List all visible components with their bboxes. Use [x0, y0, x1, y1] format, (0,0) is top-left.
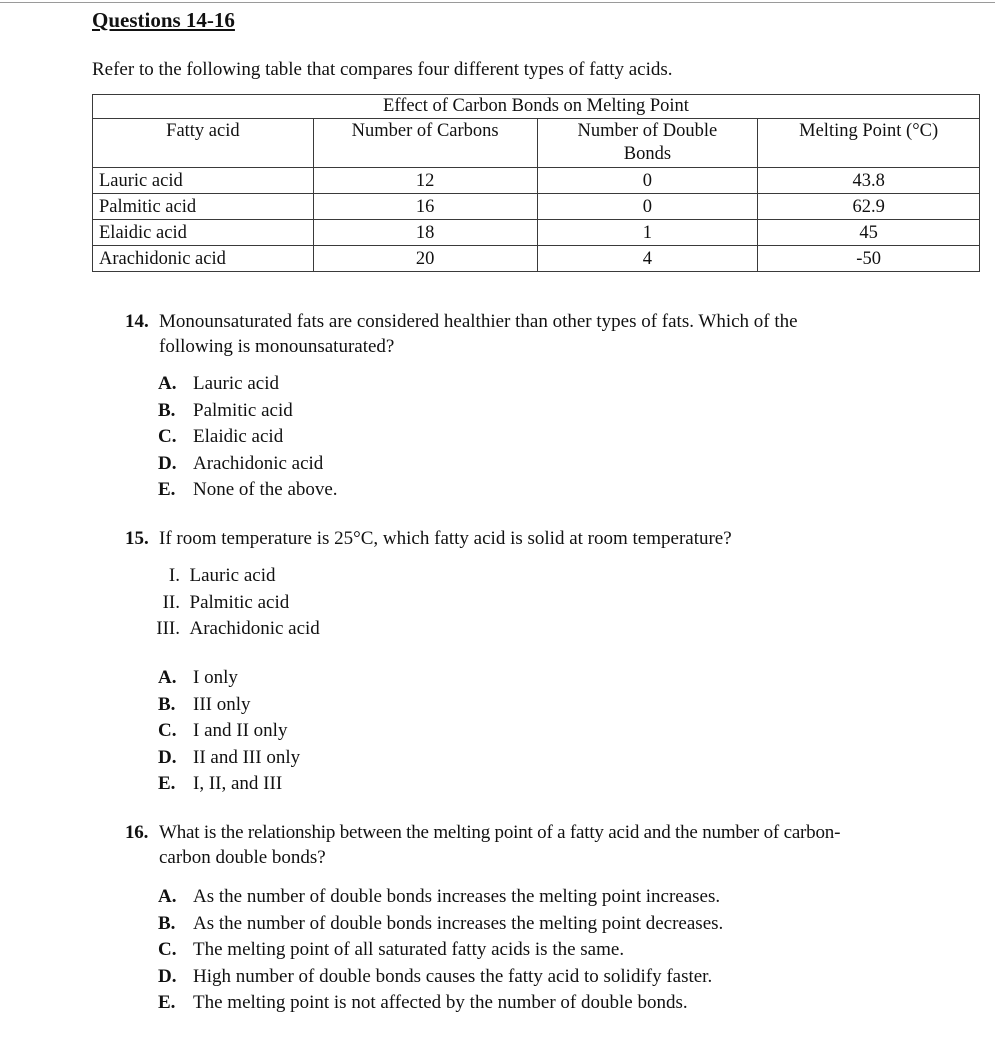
- option-text: Lauric acid: [193, 373, 279, 394]
- answer-option: [158, 398, 338, 425]
- answer-option: [158, 692, 300, 719]
- cell-double-bonds: 0: [537, 168, 758, 194]
- header-melting-point: Melting Point (°C): [758, 119, 980, 168]
- statement: [126, 563, 320, 590]
- option-text: Elaidic acid: [193, 426, 284, 447]
- table-row: [93, 168, 980, 194]
- option-text: The melting point is not affected by the number of double bonds.: [193, 992, 688, 1013]
- question-16: [125, 820, 980, 870]
- option-letter: B.: [158, 399, 176, 421]
- statement-text: Lauric acid: [189, 565, 276, 586]
- statement-numeral: III.: [156, 618, 180, 639]
- option-letter: D.: [158, 965, 177, 987]
- option-text: None of the above.: [193, 479, 338, 500]
- question-14-options: [158, 371, 338, 504]
- option-letter: E.: [158, 773, 176, 794]
- option-text: I, II, and III: [193, 773, 283, 794]
- statement-numeral: I.: [168, 565, 180, 586]
- option-letter: B.: [158, 912, 176, 934]
- question-text-line1: Monounsaturated fats are considered healthier than other types of fats. Which of the: [159, 311, 798, 332]
- option-letter: C.: [158, 939, 177, 960]
- statement: [126, 590, 320, 617]
- header-double-bonds-line1: Number of Double: [577, 121, 718, 141]
- answer-option: [158, 937, 723, 964]
- cell-melting-point: 45: [758, 220, 980, 246]
- cell-carbons: 12: [313, 168, 537, 194]
- question-14: [125, 309, 980, 359]
- option-text: I only: [193, 667, 238, 688]
- option-letter: E.: [158, 479, 176, 500]
- question-text-line2: carbon double bonds?: [159, 847, 326, 868]
- answer-option: [158, 451, 338, 478]
- option-text: High number of double bonds causes the fatty acid to solidify faster.: [193, 965, 713, 987]
- answer-option: [158, 964, 723, 991]
- answer-option: [158, 371, 338, 398]
- top-rule: [0, 2, 995, 3]
- option-text: II and III only: [193, 746, 301, 768]
- header-fatty-acid: Fatty acid: [93, 119, 314, 168]
- option-text: As the number of double bonds increases the melting point increases.: [193, 886, 721, 907]
- option-letter: A.: [158, 373, 177, 394]
- option-text: Palmitic acid: [193, 399, 293, 421]
- cell-fatty-acid: Arachidonic acid: [93, 246, 314, 272]
- header-carbons: Number of Carbons: [313, 119, 537, 168]
- question-number: 16.: [125, 822, 149, 843]
- question-16-options: [158, 884, 723, 1017]
- cell-melting-point: -50: [758, 246, 980, 272]
- cell-carbons: 16: [313, 194, 537, 220]
- cell-fatty-acid: Palmitic acid: [93, 194, 314, 220]
- question-number: 15.: [125, 528, 149, 549]
- option-letter: C.: [158, 720, 177, 741]
- option-text: The melting point of all saturated fatty acids is the same.: [193, 939, 625, 960]
- cell-fatty-acid: Elaidic acid: [93, 220, 314, 246]
- option-letter: D.: [158, 746, 177, 768]
- answer-option: [158, 911, 723, 938]
- question-15-options: [158, 665, 300, 798]
- option-letter: D.: [158, 452, 177, 474]
- cell-double-bonds: 0: [537, 194, 758, 220]
- option-text: I and II only: [193, 720, 288, 741]
- question-15-statements: [126, 563, 320, 643]
- answer-option: [158, 990, 723, 1017]
- statement-text: Palmitic acid: [189, 591, 290, 613]
- statement-text: Arachidonic acid: [189, 618, 320, 639]
- question-text-line2: following is monounsaturated?: [159, 336, 395, 357]
- option-letter: C.: [158, 426, 177, 447]
- question-text-line1: What is the relationship between the melting point of a fatty acid and the number of carbon-: [159, 822, 841, 843]
- answer-option: [158, 665, 300, 692]
- header-double-bonds-line2: Bonds: [623, 144, 672, 164]
- option-text: III only: [193, 693, 251, 715]
- section-heading: Questions 14-16: [92, 8, 235, 32]
- header-double-bonds: [537, 119, 758, 168]
- option-letter: A.: [158, 886, 177, 907]
- answer-option: [158, 745, 300, 772]
- cell-carbons: 18: [313, 220, 537, 246]
- answer-option: [158, 424, 338, 451]
- answer-option: [158, 718, 300, 745]
- table-row: [93, 220, 980, 246]
- option-text: Arachidonic acid: [193, 452, 324, 474]
- table-caption: Effect of Carbon Bonds on Melting Point: [93, 95, 980, 119]
- fatty-acid-table: [92, 94, 980, 272]
- statement: [126, 616, 320, 643]
- statement-numeral: II.: [162, 591, 180, 613]
- option-text: As the number of double bonds increases the melting point decreases.: [193, 912, 724, 934]
- option-letter: E.: [158, 992, 176, 1013]
- cell-fatty-acid: Lauric acid: [93, 168, 314, 194]
- question-15: [125, 526, 980, 551]
- question-number: 14.: [125, 311, 149, 332]
- table-row: [93, 194, 980, 220]
- cell-melting-point: 62.9: [758, 194, 980, 220]
- answer-option: [158, 771, 300, 798]
- option-letter: B.: [158, 693, 176, 715]
- cell-carbons: 20: [313, 246, 537, 272]
- intro-text: Refer to the following table that compares four different types of fatty acids.: [92, 59, 673, 80]
- table-row: [93, 246, 980, 272]
- cell-double-bonds: 4: [537, 246, 758, 272]
- answer-option: [158, 884, 723, 911]
- cell-melting-point: 43.8: [758, 168, 980, 194]
- answer-option: [158, 477, 338, 504]
- cell-double-bonds: 1: [537, 220, 758, 246]
- question-text-line1: If room temperature is 25°C, which fatty acid is solid at room temperature?: [159, 528, 732, 549]
- option-letter: A.: [158, 667, 177, 688]
